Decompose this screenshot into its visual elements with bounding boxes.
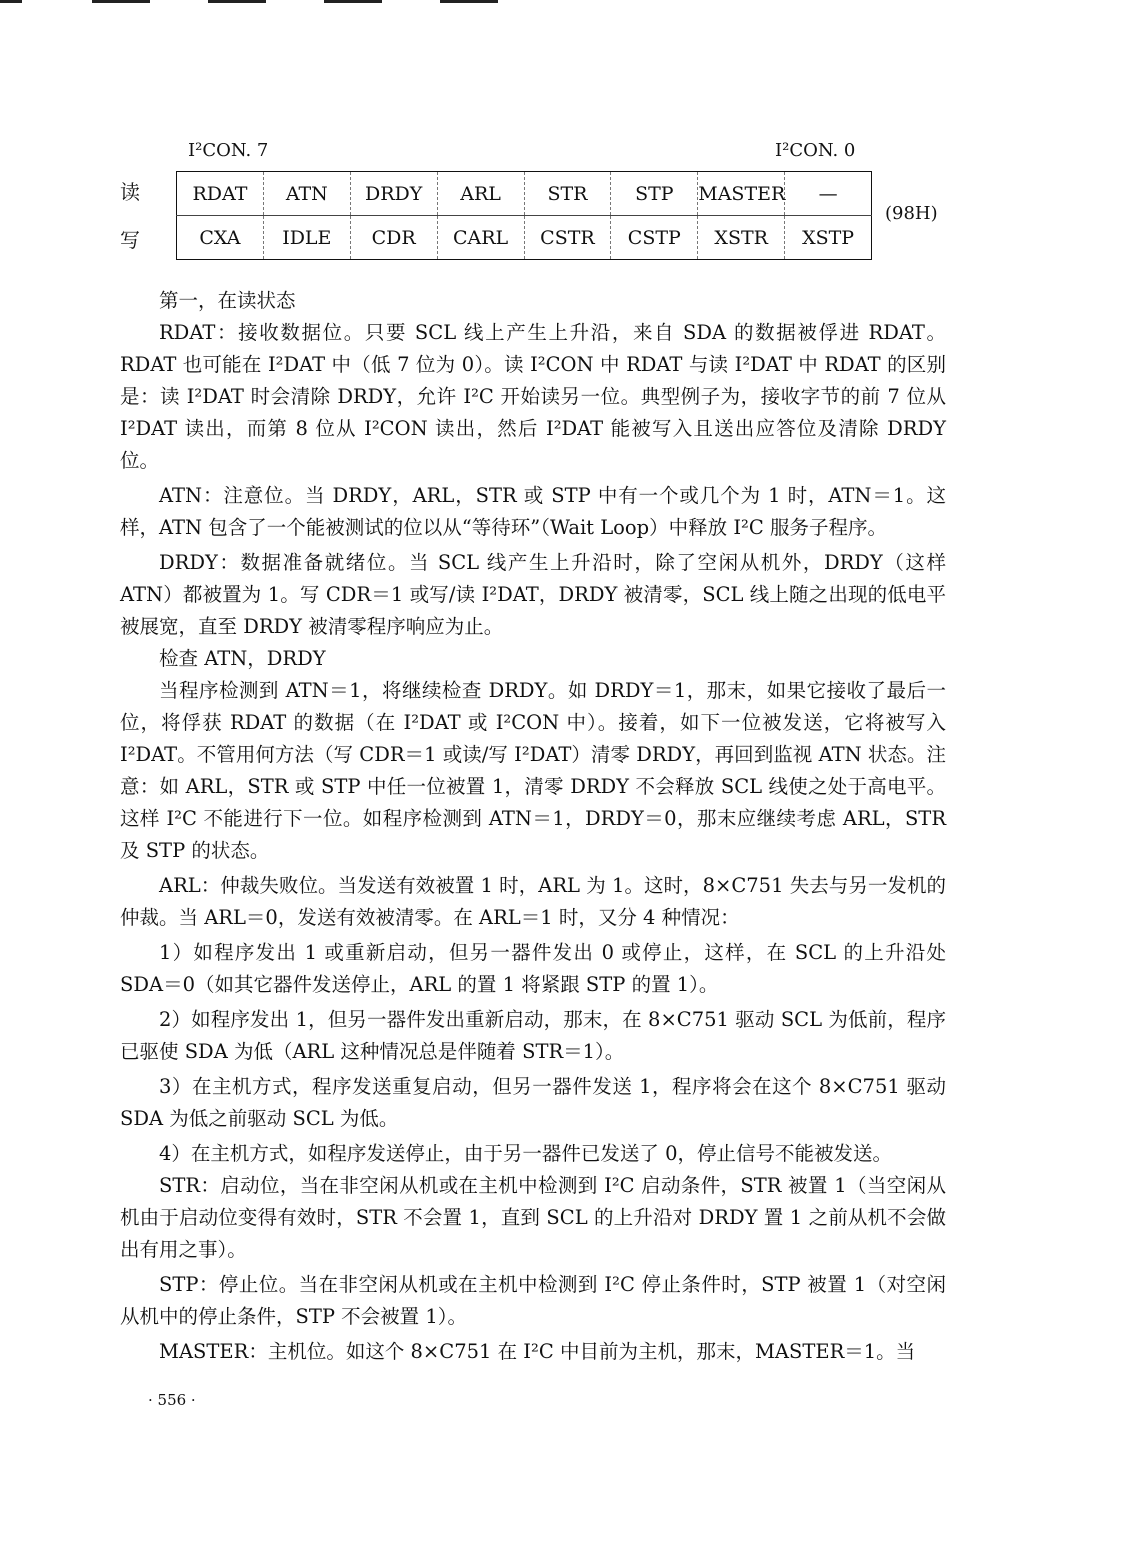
page-number: · 556 · bbox=[148, 1391, 196, 1409]
section-heading: 第一，在读状态 bbox=[159, 289, 296, 312]
paragraph-master: MASTER：主机位。如这个 8×C751 在 I²C 中目前为主机，那末，MASTER＝1。当 bbox=[159, 1340, 916, 1363]
register-address: (98H) bbox=[885, 203, 938, 224]
scan-mark bbox=[92, 0, 150, 3]
register-bit-cell: STP bbox=[611, 172, 698, 216]
read-row-label: 读 bbox=[120, 180, 140, 204]
register-bit-cell: ATN bbox=[263, 172, 350, 216]
register-bit-cell: — bbox=[785, 172, 872, 216]
read-bits-row bbox=[177, 172, 872, 216]
write-bits-row bbox=[177, 216, 872, 260]
paragraph-atn: ATN：注意位。当 DRDY，ARL，STR 或 STP 中有一个或几个为 1 时，ATN＝1。这样，ATN 包含了一个能被测试的位以从“等待环”（Wait Loop）中释放 I²C 服务子程序。 bbox=[120, 484, 946, 539]
register-bit-cell: RDAT bbox=[177, 172, 264, 216]
register-bit-cell: XSTR bbox=[698, 216, 785, 260]
register-lsb-label: I²CON. 0 bbox=[775, 140, 856, 161]
register-bit-cell: CDR bbox=[350, 216, 437, 260]
write-row-label: 写 bbox=[120, 228, 140, 252]
register-bit-cell: STR bbox=[524, 172, 611, 216]
register-bit-cell: XSTP bbox=[785, 216, 872, 260]
paragraph-drdy: DRDY：数据准备就绪位。当 SCL 线产生上升沿时，除了空闲从机外，DRDY（这样 ATN）都被置为 1。写 CDR＝1 或写/读 I²DAT，DRDY 被清零，SCL 线上随之出现的低电平被展宽，直至 DRDY 被清零程序响应为止。 bbox=[120, 551, 946, 638]
register-bit-cell: CSTR bbox=[524, 216, 611, 260]
scan-mark bbox=[0, 0, 22, 3]
body-text bbox=[120, 285, 946, 1368]
paragraph-stp: STP：停止位。当在非空闲从机或在主机中检测到 I²C 停止条件时，STP 被置 1（对空闲从机中的停止条件，STP 不会被置 1）。 bbox=[120, 1273, 946, 1328]
list-item: 1）如程序发出 1 或重新启动，但另一器件发出 0 或停止，这样，在 SCL 的上升沿处 SDA＝0（如其它器件发送停止，ARL 的置 1 将紧跟 STP 的置 1）。 bbox=[120, 941, 946, 996]
list-item: 4）在主机方式，如程序发送停止，由于另一器件已发送了 0，停止信号不能被发送。 bbox=[159, 1142, 893, 1165]
paragraph-check: 当程序检测到 ATN＝1，将继续检查 DRDY。如 DRDY＝1，那末，如果它接收了最后一位，将俘获 RDAT 的数据（在 I²DAT 或 I²CON 中）。接着，如下一位被发送，它将被写入 I²DAT。不管用何方法（写 CDR＝1 或读/写 I²DAT）清零 DRDY，再回到监视 ATN 状态。注意：如 ARL，STR 或 STP 中任一位被置 1，清零 DRDY 不会释放 SCL 线使之处于高电平。这样 I²C 不能进行下一位。如程序检测到 ATN＝1，DRDY＝0，那末应继续考虑 ARL，STR 及 STP 的状态。 bbox=[120, 679, 946, 862]
list-item: 2）如程序发出 1，但另一器件发出重新启动，那末，在 8×C751 驱动 SCL 为低前，程序已驱使 SDA 为低（ARL 这种情况总是伴随着 STR＝1）。 bbox=[120, 1008, 946, 1063]
register-bit-cell: IDLE bbox=[263, 216, 350, 260]
register-bit-cell: CARL bbox=[437, 216, 524, 260]
register-msb-label: I²CON. 7 bbox=[188, 140, 269, 161]
i2con-register-table bbox=[176, 171, 872, 260]
scan-mark bbox=[324, 0, 382, 3]
subheading-check: 检查 ATN，DRDY bbox=[159, 647, 326, 670]
register-bit-cell: MASTER bbox=[698, 172, 785, 216]
paragraph-arl: ARL：仲裁失败位。当发送有效被置 1 时，ARL 为 1。这时，8×C751 失去与另一发机的仲裁。当 ARL＝0，发送有效被清零。在 ARL＝1 时，又分 4 种情况： bbox=[120, 874, 946, 929]
register-bit-cell: CXA bbox=[177, 216, 264, 260]
register-bit-cell: DRDY bbox=[350, 172, 437, 216]
list-item: 3）在主机方式，程序发送重复启动，但另一器件发送 1，程序将会在这个 8×C751 驱动 SDA 为低之前驱动 SCL 为低。 bbox=[120, 1075, 946, 1130]
scan-mark bbox=[208, 0, 266, 3]
scan-mark bbox=[440, 0, 498, 3]
register-bit-cell: ARL bbox=[437, 172, 524, 216]
paragraph-rdat: RDAT：接收数据位。只要 SCL 线上产生上升沿，来自 SDA 的数据被俘进 RDAT。RDAT 也可能在 I²DAT 中（低 7 位为 0）。读 I²CON 中 RDAT 与读 I²DAT 中 RDAT 的区别是：读 I²DAT 时会清除 DRDY，允许 I²C 开始读另一位。典型例子为，接收字节的前 7 位从 I²DAT 读出，而第 8 位从 I²CON 读出，然后 I²DAT 能被写入且送出应答位及清除 DRDY 位。 bbox=[120, 321, 946, 472]
register-bit-cell: CSTP bbox=[611, 216, 698, 260]
paragraph-str: STR：启动位，当在非空闲从机或在主机中检测到 I²C 启动条件，STR 被置 1（当空闲从机由于启动位变得有效时，STR 不会置 1，直到 SCL 的上升沿对 DRDY 置 1 之前从机不会做出有用之事）。 bbox=[120, 1174, 946, 1261]
